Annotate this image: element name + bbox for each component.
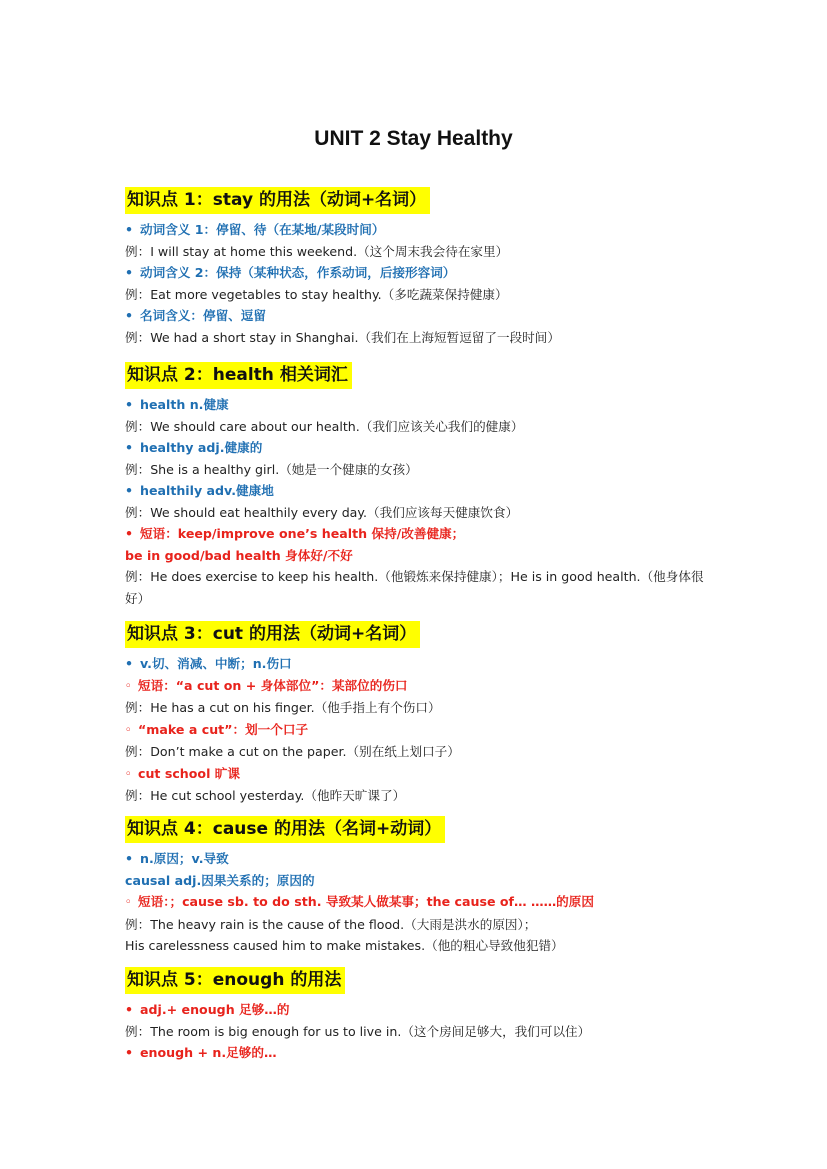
bullet-icon: • (125, 397, 134, 412)
sub-list-item: ◦ “make a cut”：划一个口子 (125, 719, 765, 742)
open-bullet-icon: ◦ (125, 897, 132, 908)
section-enough (125, 967, 765, 1064)
example-line: 例：Eat more vegetables to stay healthy.（多吃蔬菜保持健康） (125, 286, 508, 302)
list-item: • healthy adj.健康的 (125, 437, 765, 459)
list-item: • health n.健康 (125, 394, 765, 416)
example-line: His carelessness caused him to make mistakes.（他的粗心导致他犯错） (125, 938, 564, 953)
section-stay (125, 187, 765, 348)
bullet-icon: • (125, 483, 134, 498)
example-line: 例：She is a healthy girl.（她是一个健康的女孩） (125, 461, 418, 477)
document-title: UNIT 2 Stay Healthy (314, 127, 513, 150)
bullet-icon: • (125, 526, 134, 541)
example-line: 例：He does exercise to keep his health.（他锻炼来保持健康）；He is in good health.（他身体很好） (125, 569, 704, 606)
example-line: 例：We should eat healthily every day.（我们应该每天健康饮食） (125, 504, 519, 520)
bullet-icon: • (125, 851, 134, 866)
example-line: 例：The heavy rain is the cause of the flood.（大雨是洪水的原因）； (125, 916, 537, 932)
open-bullet-icon: ◦ (125, 680, 132, 692)
section-health (125, 362, 765, 609)
list-item: • n.原因；v.导致 (125, 848, 765, 870)
bullet-icon: • (125, 656, 134, 671)
sub-list-item: ◦ cut school 旷课 (125, 763, 765, 786)
section-cut (125, 621, 765, 807)
list-item: • v.切、消减、中断；n.伤口 (125, 653, 765, 675)
example-line: 例：The room is big enough for us to live in.（这个房间足够大，我们可以住） (125, 1023, 591, 1039)
list-item: • 短语：keep/improve one’s health 保持/改善健康； (125, 523, 765, 545)
bullet-icon: • (125, 1002, 134, 1017)
list-item: • 名词含义：停留、逗留 (125, 305, 765, 327)
open-bullet-icon: ◦ (125, 768, 132, 780)
section-heading: 知识点 1：stay 的用法（动词+名词） (125, 187, 430, 214)
example-line: 例：We had a short stay in Shanghai.（我们在上海短暂逗留了一段时间） (125, 329, 560, 345)
example-line: 例：We should care about our health.（我们应该关心我们的健康） (125, 418, 524, 434)
list-item: • enough + n.足够的… (125, 1042, 765, 1064)
example-line: 例：He cut school yesterday.（他昨天旷课了） (125, 788, 406, 803)
bullet-icon: • (125, 1045, 134, 1060)
example-line: 例：Don’t make a cut on the paper.（别在纸上划口子） (125, 744, 460, 759)
section-heading: 知识点 5：enough 的用法 (125, 967, 345, 994)
list-item: • 动词含义 1：停留、待（在某地/某段时间） (125, 219, 765, 241)
example-line: 例：I will stay at home this weekend.（这个周末我会待在家里） (125, 243, 509, 259)
section-cause (125, 816, 765, 957)
sub-list-item: ◦ 短语：；cause sb. to do sth. 导致某人做某事；the cause of… ……的原因 (125, 891, 765, 914)
open-bullet-icon: ◦ (125, 724, 132, 736)
section-heading: 知识点 4：cause 的用法（名词+动词） (125, 816, 445, 843)
bullet-icon: • (125, 440, 134, 455)
section-heading: 知识点 3：cut 的用法（动词+名词） (125, 621, 420, 648)
section-heading: 知识点 2：health 相关词汇 (125, 362, 352, 389)
sub-list-item: ◦ 短语：“a cut on + 身体部位”：某部位的伤口 (125, 675, 765, 698)
phrase-line: be in good/bad health 身体好/不好 (125, 547, 353, 563)
bullet-icon: • (125, 265, 134, 280)
list-item: • adj.+ enough 足够…的 (125, 999, 765, 1021)
list-item: • healthily adv.健康地 (125, 480, 765, 502)
list-item: • 动词含义 2：保持（某种状态，作系动词，后接形容词） (125, 262, 765, 284)
definition-line: causal adj.因果关系的；原因的 (125, 872, 315, 888)
example-line: 例：He has a cut on his finger.（他手指上有个伤口） (125, 700, 441, 715)
bullet-icon: • (125, 308, 134, 323)
bullet-icon: • (125, 222, 134, 237)
